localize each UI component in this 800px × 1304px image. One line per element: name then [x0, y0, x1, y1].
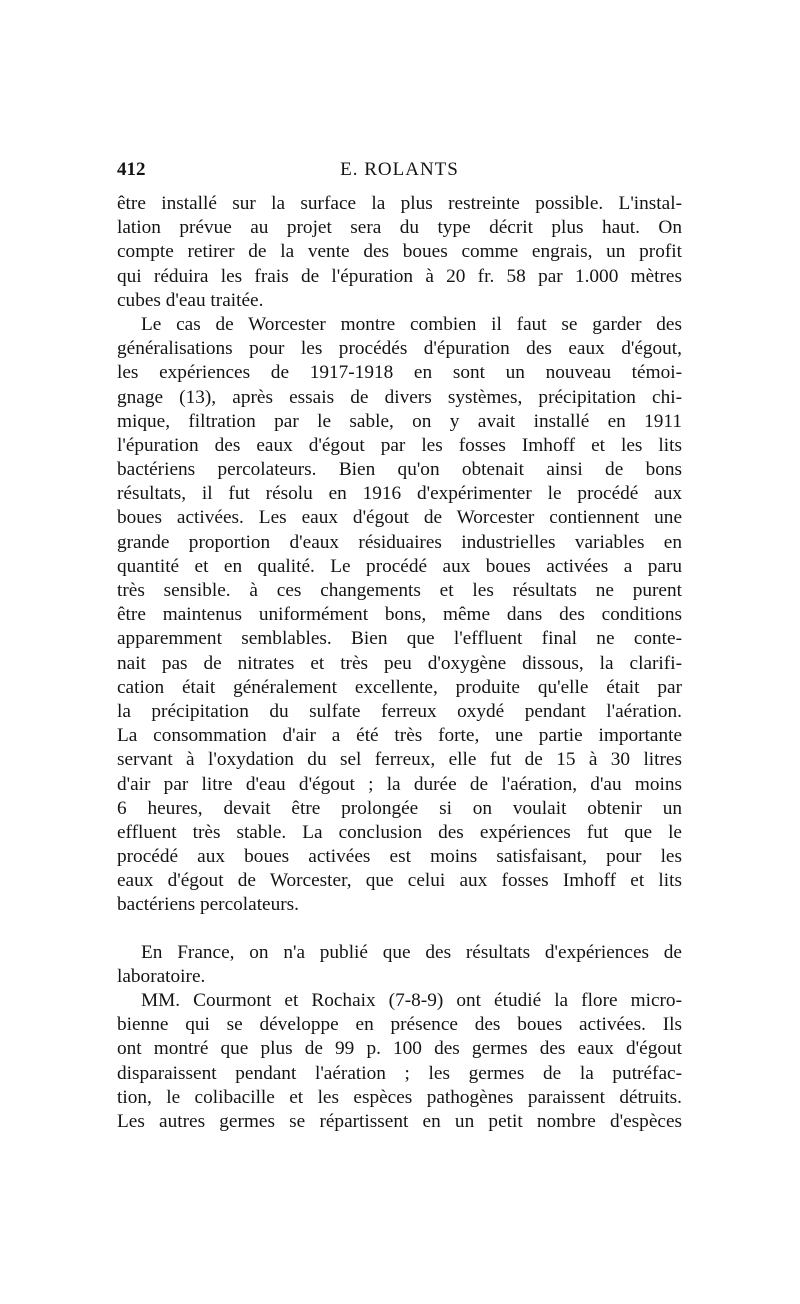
- text-line: ont montré que plus de 99 p. 100 des germes des eaux d'égout: [117, 1038, 682, 1060]
- text-line: qui réduira les frais de l'épuration à 20 fr. 58 par 1.000 mètres: [117, 265, 682, 287]
- text-line: En France, on n'a publié que des résultats d'expériences de: [141, 941, 682, 963]
- text-line: laboratoire.: [117, 965, 206, 987]
- text-line: La consommation d'air a été très forte, une partie importante: [117, 725, 682, 747]
- text-line: disparaissent pendant l'aération ; les germes de la putréfac-: [117, 1062, 682, 1084]
- body-text: [117, 192, 682, 1134]
- text-line: compte retirer de la vente des boues comme engrais, un profit: [117, 241, 682, 263]
- text-line: nait pas de nitrates et très peu d'oxygène dissous, la clarifi-: [117, 652, 682, 674]
- text-line: très sensible. à ces changements et les résultats ne purent: [117, 580, 682, 601]
- page-header: [117, 157, 682, 183]
- text-line: Les autres germes se répartissent en un petit nombre d'espèces: [117, 1110, 682, 1132]
- text-line: lation prévue au projet sera du type décrit plus haut. On: [117, 217, 682, 239]
- text-line: mique, filtration par le sable, on y avait installé en 1911: [117, 410, 682, 432]
- text-line: la précipitation du sulfate ferreux oxydé pendant l'aération.: [117, 700, 682, 722]
- text-line: être maintenus uniformément bons, même dans des conditions: [117, 604, 682, 626]
- text-line: d'air par litre d'eau d'égout ; la durée de l'aération, d'au moins: [117, 773, 682, 795]
- paragraph: [117, 941, 682, 989]
- paragraph-spacer: [117, 918, 682, 941]
- text-line: les expériences de 1917-1918 en sont un nouveau témoi-: [117, 362, 682, 384]
- text-line: MM. Courmont et Rochaix (7-8-9) ont étudié la flore micro-: [141, 990, 682, 1011]
- text-line: servant à l'oxydation du sel ferreux, elle fut de 15 à 30 litres: [117, 749, 682, 771]
- text-line: tion, le colibacille et les espèces pathogènes paraissent détruits.: [117, 1086, 682, 1108]
- text-line: grande proportion d'eaux résiduaires industrielles variables en: [117, 531, 682, 553]
- text-line: 6 heures, devait être prolongée si on voulait obtenir un: [117, 797, 682, 819]
- text-line: généralisations pour les procédés d'épuration des eaux d'égout,: [117, 338, 682, 360]
- running-head: E. ROLANTS: [340, 159, 459, 180]
- text-line: cation était généralement excellente, produite qu'elle était par: [117, 676, 682, 698]
- text-line: cubes d'eau traitée.: [117, 289, 264, 311]
- page-number: 412: [117, 159, 146, 180]
- text-line: bactériens percolateurs. Bien qu'on obtenait ainsi de bons: [117, 459, 682, 481]
- text-line: Le cas de Worcester montre combien il faut se garder des: [141, 313, 682, 335]
- text-line: effluent très stable. La conclusion des expériences fut que le: [117, 821, 682, 843]
- text-line: procédé aux boues activées est moins satisfaisant, pour les: [117, 846, 682, 868]
- text-line: eaux d'égout de Worcester, que celui aux fosses Imhoff et lits: [117, 870, 682, 892]
- text-line: résultats, il fut résolu en 1916 d'expérimenter le procédé aux: [117, 483, 682, 505]
- text-line: gnage (13), après essais de divers systèmes, précipitation chi-: [117, 386, 682, 408]
- text-line: apparemment semblables. Bien que l'effluent final ne conte-: [117, 628, 682, 650]
- text-line: bienne qui se développe en présence des boues activées. Ils: [117, 1014, 682, 1036]
- text-line: l'épuration des eaux d'égout par les fosses Imhoff et les lits: [117, 434, 682, 456]
- text-line: être installé sur la surface la plus restreinte possible. L'instal-: [117, 193, 682, 214]
- text-line: quantité et en qualité. Le procédé aux boues activées a paru: [117, 555, 682, 577]
- paragraph: [117, 313, 682, 918]
- text-line: bactériens percolateurs.: [117, 894, 300, 916]
- paragraph: [117, 192, 682, 313]
- paragraph: [117, 989, 682, 1134]
- text-line: boues activées. Les eaux d'égout de Worcester contiennent une: [117, 507, 682, 529]
